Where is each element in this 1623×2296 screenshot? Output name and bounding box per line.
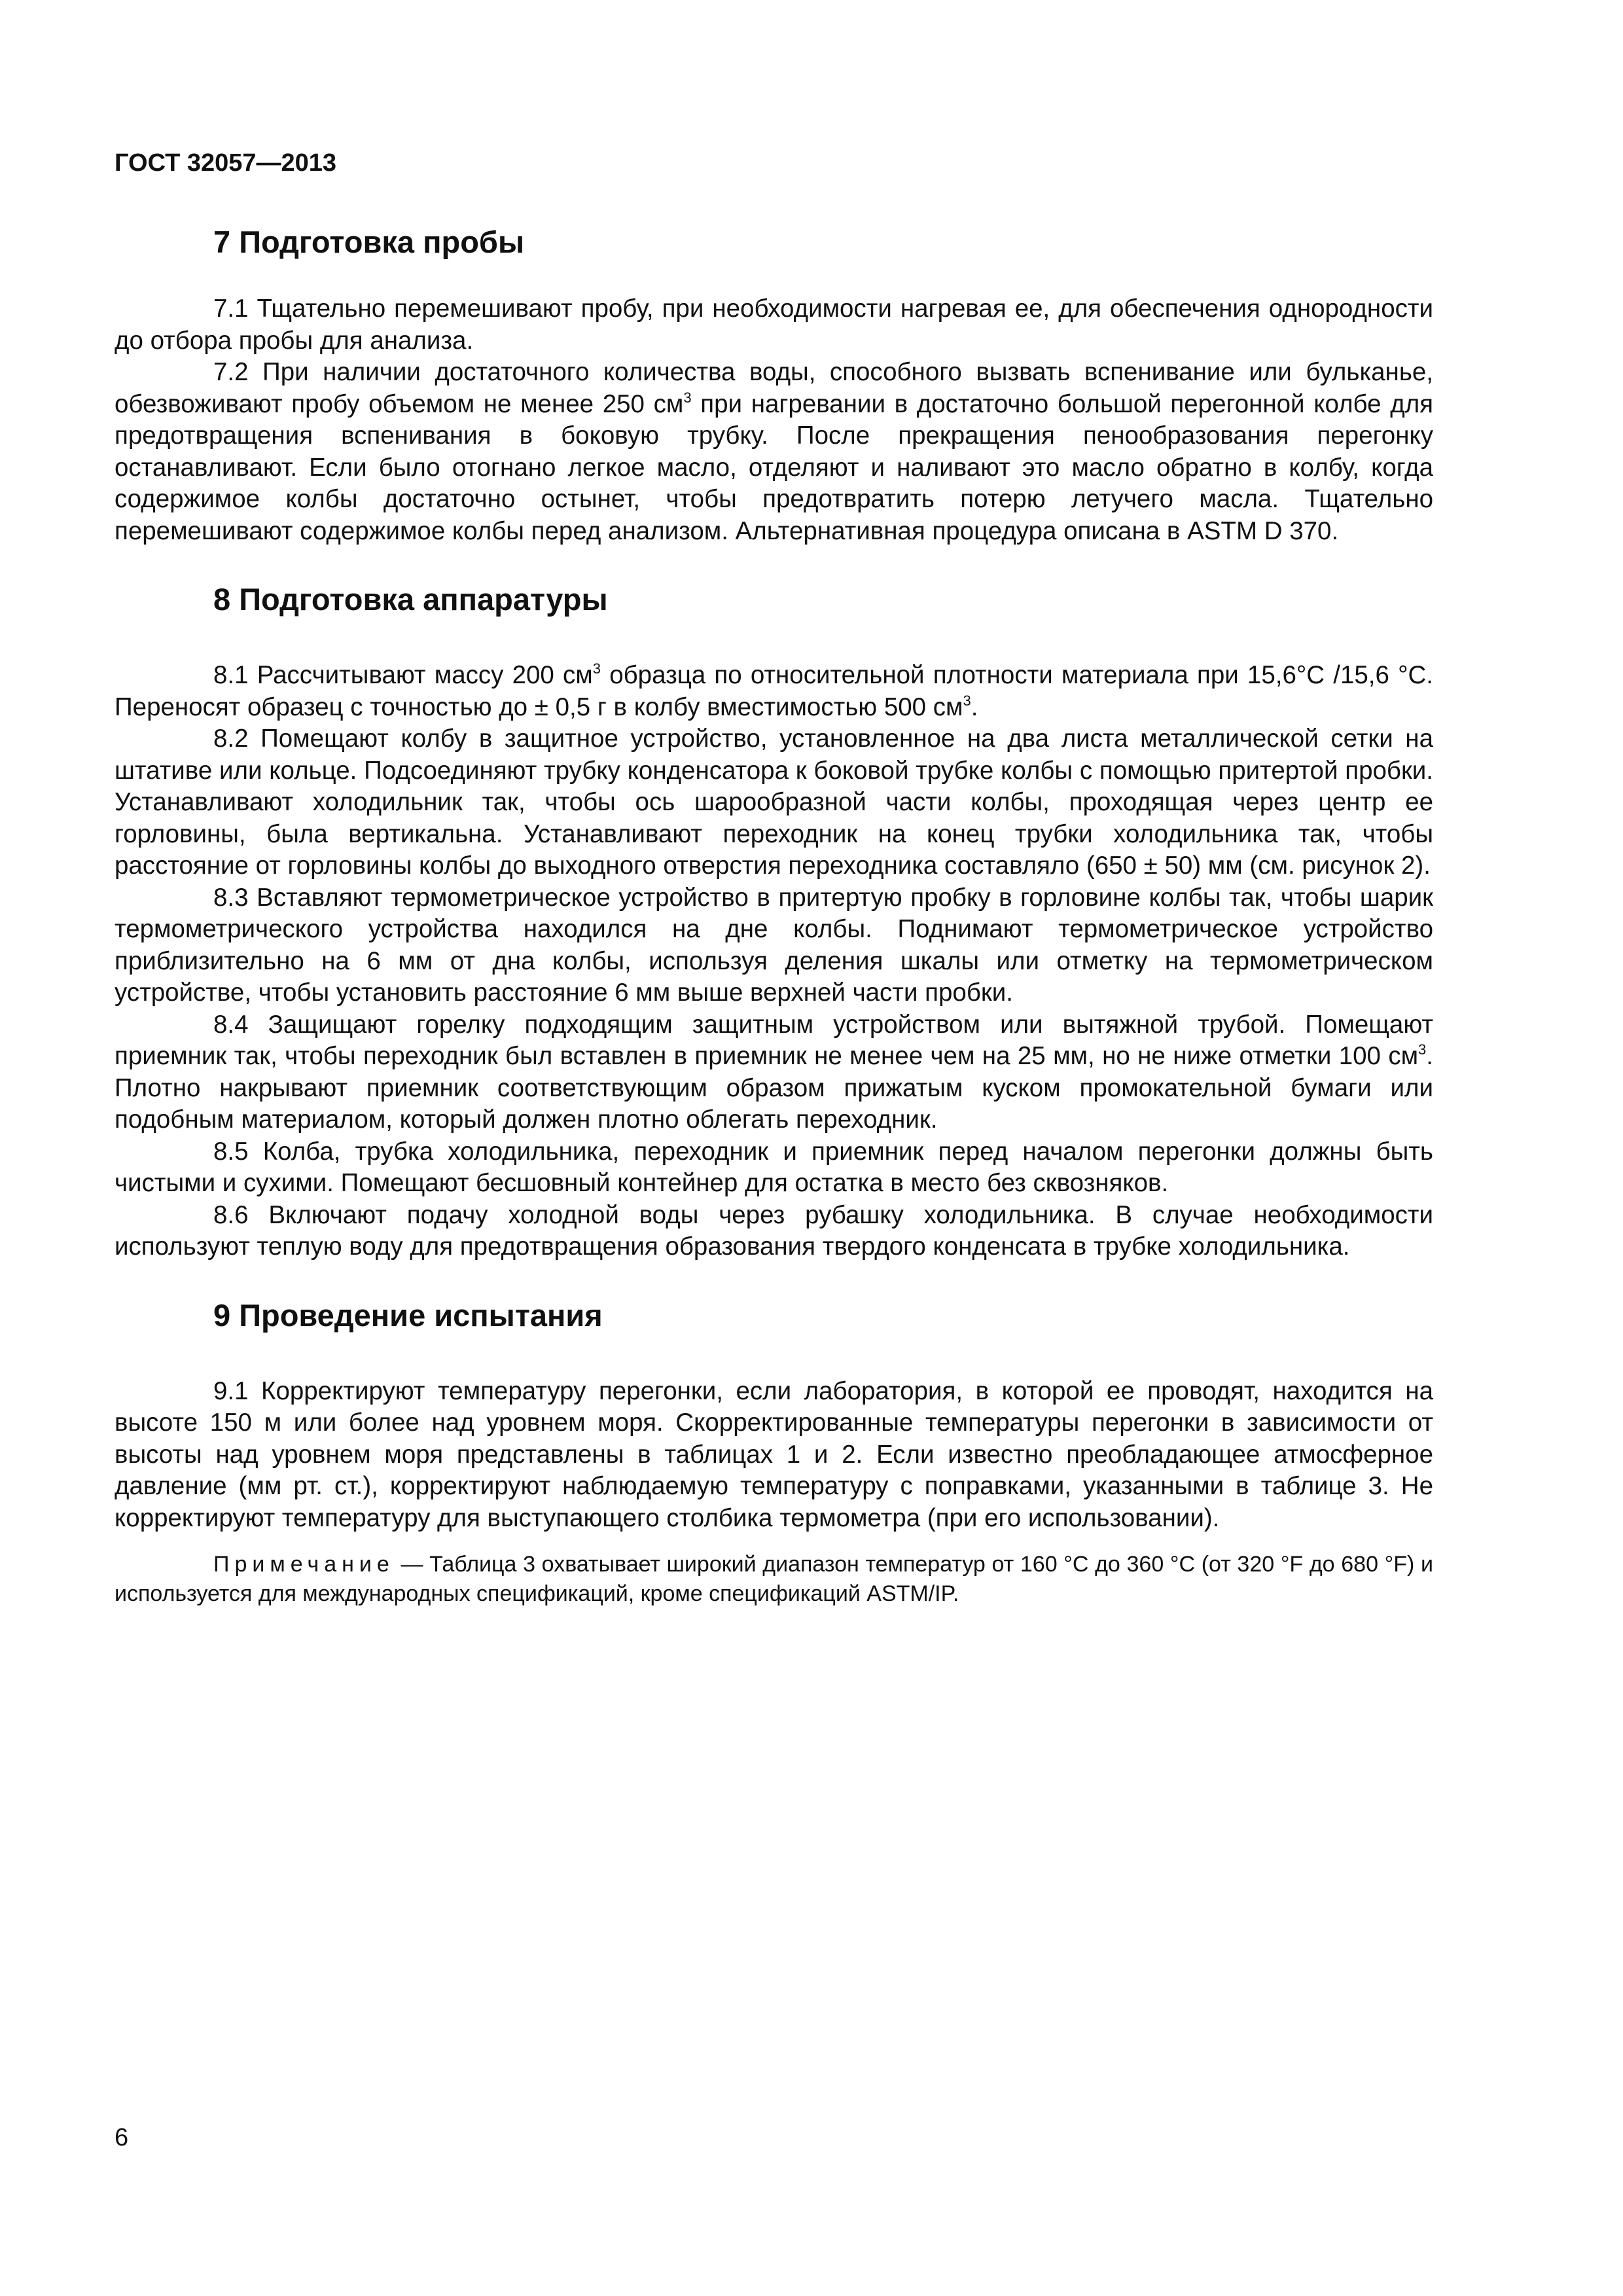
section-9-heading: 9 Проведение испытания xyxy=(213,1297,603,1333)
note-label: Примечание xyxy=(213,1552,395,1577)
note xyxy=(115,1550,1433,1609)
page-number: 6 xyxy=(115,2124,129,2151)
section-8-heading: 8 Подготовка аппаратуры xyxy=(213,582,608,617)
document-body xyxy=(115,223,1433,1609)
paragraph-8-6: 8.6 Включают подачу холодной воды через рубашку холодильника. В случае необходимости используют теплую воду для предотвращения образования твердого конденсата в трубке холодильника. xyxy=(115,1200,1433,1261)
paragraph-8-1: 8.1 Рассчитывают массу 200 $см^3$ образца по относительной плотности материала при 15,6°С /15,6 °С. Переносят образец с точностью до ± 0,5 г в колбу вместимостью 500 $см^3$. xyxy=(115,660,1433,721)
section-7-heading: 7 Подготовка пробы xyxy=(213,224,525,259)
paragraph-8-2: 8.2 Помещают колбу в защитное устройство, установленное на два листа металлической сетки на штативе или кольце. Подсоединяют трубку конденсатора к боковой трубке колбы с помощью притертой пробки. Устанавливают холодильник так, чтобы ось шарообразной части колбы, проходящая через центр ее горловины, была вертикальна. Устанавливают переходник на конец трубки холодильника так, чтобы расстояние от горловины колбы до выходного отверстия переходника составляло (650 ± 50) мм (см. рисунок 2). xyxy=(115,725,1433,880)
paragraph-7-2: 7.2 При наличии достаточного количества воды, способного вызвать вспенивание или бульканье, обезвоживают пробу объемом не менее 250 $см^3$ при нагревании в достаточно большой перегонной колбе для предотвращения вспенивания в боковую трубку. После прекращения пенообразования перегонку останавливают. Если было отогнано легкое масло, отделяют и наливают это масло обратно в колбу, когда содержимое колбы достаточно остынет, чтобы предотвратить потерю летучего масла. Тщательно перемешивают содержимое колбы перед анализом. Альтернативная процедура описана в ASTM D 370. xyxy=(115,358,1434,545)
note-text: — Таблица 3 охватывает широкий диапазон температур от 160 °С до 360 °С (от 320 °F до 680 °F) и используется для международных спецификаций, кроме спецификаций ASTM/IP. xyxy=(115,1552,1433,1606)
paragraph-8-5: 8.5 Колба, трубка холодильника, переходник и приемник перед началом перегонки должны быть чистыми и сухими. Помещают бесшовный контейнер для остатка в место без сквозняков. xyxy=(115,1137,1433,1197)
paragraph-9-1: 9.1 Корректируют температуру перегонки, если лаборатория, в которой ее проводят, находится на высоте 150 м или более над уровнем моря. Скорректированные температуры перегонки в зависимости от высоты над уровнем моря представлены в таблицах 1 и 2. Если известно преобладающее атмосферное давление (мм рт. ст.), корректируют наблюдаемую температуру с поправками, указанными в таблице 3. Не корректируют температуру для выступающего столбика термометра (при его использовании). xyxy=(115,1376,1433,1532)
paragraph-7-1: 7.1 Тщательно перемешивают пробу, при необходимости нагревая ее, для обеспечения однородности до отбора пробы для анализа. xyxy=(115,295,1433,355)
document-designation: ГОСТ 32057—2013 xyxy=(115,149,337,177)
paragraph-8-3: 8.3 Вставляют термометрическое устройство в притертую пробку в горловине колбы так, чтобы шарик термометрического устройства находился на дне колбы. Поднимают термометрическое устройство приблизительно на 6 мм от дна колбы, используя деления шкалы или отметку на термометрическом устройстве, чтобы установить расстояние 6 мм выше верхней части пробки. xyxy=(115,883,1433,1007)
paragraph-8-4: 8.4 Защищают горелку подходящим защитным устройством или вытяжной трубой. Помещают приемник так, чтобы переходник был вставлен в приемник не менее чем на 25 мм, но не ниже отметки 100 $см^3$. Плотно накрывают приемник соответствующим образом прижатым куском промокательной бумаги или подобным материалом, который должен плотно облегать переходник. xyxy=(115,1010,1433,1134)
